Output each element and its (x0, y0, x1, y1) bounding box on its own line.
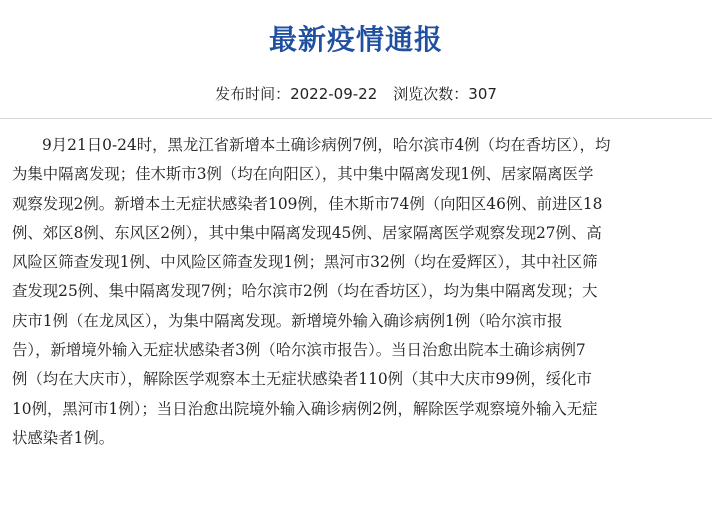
article-body-line: 庆市1例（在龙凤区），为集中隔离发现。新增境外输入确诊病例1例（哈尔滨市报 (12, 311, 563, 330)
article-body-line: 例（均在大庆市），解除医学观察本土无症状感染者110例（其中大庆市99例，绥化市 (12, 370, 592, 389)
header-divider (0, 118, 712, 119)
article-body-line: 状感染者1例。 (12, 428, 115, 447)
article-body-line: 观察发现2例。新增本土无症状感染者109例，佳木斯市74例（向阳区46例、前进区18 (12, 194, 603, 213)
article-meta (0, 82, 712, 106)
article-body-line: 风险区筛查发现1例、中风险区筛查发现1例；黑河市32例（均在爱辉区），其中社区筛 (12, 253, 598, 272)
article-body-line: 为集中隔离发现；佳木斯市3例（均在向阳区），其中集中隔离发现1例、居家隔离医学 (12, 165, 594, 184)
article-body-line: 例、郊区8例、东风区2例），其中集中隔离发现45例、居家隔离医学观察发现27例、高 (12, 223, 602, 242)
article-body-line: 查发现25例、集中隔离发现7例；哈尔滨市2例（均在香坊区），均为集中隔离发现；大 (12, 282, 598, 301)
views-count: 307 (468, 85, 497, 103)
article-body-line: 10例，黑河市1例）；当日治愈出院境外输入确诊病例2例，解除医学观察境外输入无症 (12, 399, 598, 418)
publish-time-label: 发布时间： (215, 85, 291, 103)
views-label: 浏览次数： (393, 85, 469, 103)
page-title: 最新疫情通报 (268, 23, 443, 56)
article-body (12, 131, 702, 453)
article-body-line: 9月21日0-24时，黑龙江省新增本土确诊病例7例，哈尔滨市4例（均在香坊区），均 (42, 136, 611, 154)
article-body-line: 告），新增境外输入无症状感染者3例（哈尔滨市报告）。当日治愈出院本土确诊病例7 (12, 341, 586, 360)
publish-date: 2022-09-22 (290, 85, 378, 103)
